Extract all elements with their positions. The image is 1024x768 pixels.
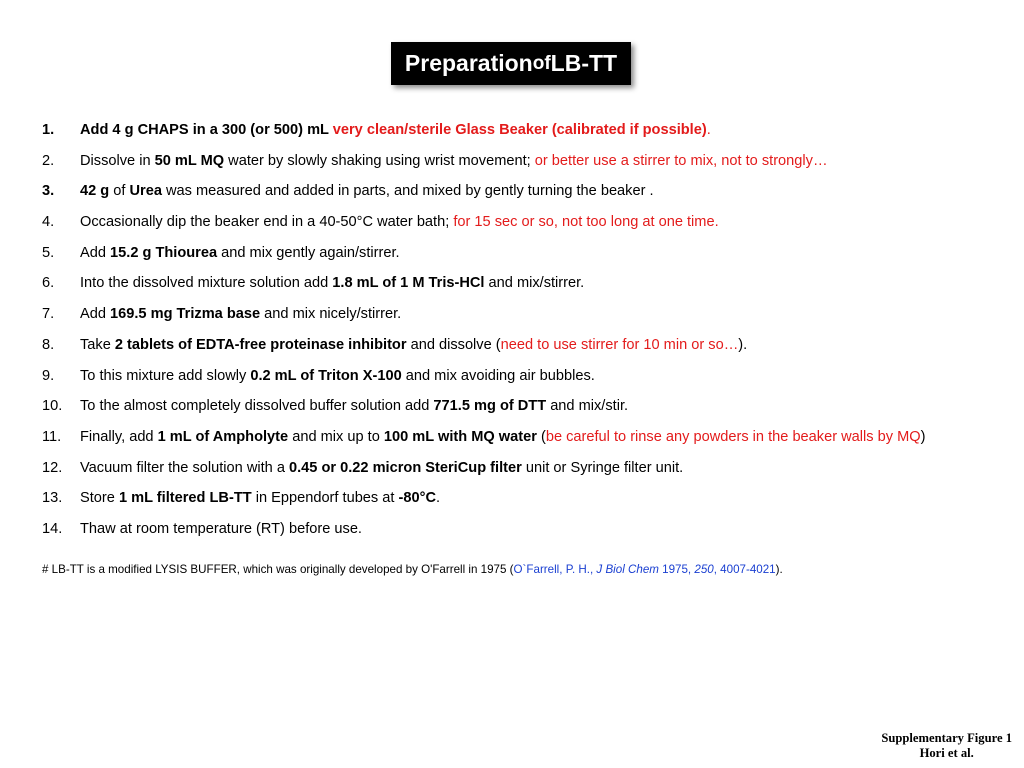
step-text xyxy=(80,241,400,265)
step-text-segment: Take xyxy=(80,336,115,353)
step-text-segment: and dissolve ( xyxy=(406,336,501,353)
step-item xyxy=(42,149,1012,180)
step-number: 4. xyxy=(42,214,55,231)
step-item xyxy=(42,241,1012,272)
citation-year: 1975, xyxy=(658,563,695,576)
footnote-suffix: ). xyxy=(775,563,783,576)
step-item xyxy=(42,179,1012,210)
step-text-segment: Add 4 g CHAPS in a 300 (or 500) mL xyxy=(80,122,333,138)
footnote-prefix: # LB-TT is a modified LYSIS BUFFER, which was originally developed by O'Farrell in 1975 ( xyxy=(42,563,514,576)
steps-list xyxy=(42,118,1012,548)
step-text-segment: 1 mL of Ampholyte xyxy=(157,428,289,445)
step-text-segment: Occasionally dip the beaker end in a 40-50°C water bath; xyxy=(80,214,454,231)
step-item xyxy=(42,118,1012,149)
page-title xyxy=(391,42,631,85)
step-text-segment: and mix gently again/stirrer. xyxy=(217,244,400,261)
step-text-segment: Dissolve in xyxy=(80,152,155,169)
step-item xyxy=(42,271,1012,302)
step-text-segment: unit or Syringe filter unit. xyxy=(521,459,684,476)
step-text-segment: Add xyxy=(80,244,111,261)
step-text xyxy=(80,179,654,203)
step-text-segment: be careful to rinse any powders in the beaker walls by MQ xyxy=(545,428,921,445)
step-number: 7. xyxy=(42,306,55,323)
step-number: 3. xyxy=(42,183,55,200)
step-text-segment: Add xyxy=(80,306,111,323)
step-text xyxy=(80,394,628,418)
step-item xyxy=(42,210,1012,241)
step-text-segment: in Eppendorf tubes at xyxy=(251,490,399,507)
step-text-segment: 2 tablets of EDTA-free proteinase inhibitor xyxy=(114,336,407,353)
step-number: 1. xyxy=(42,122,55,138)
step-text xyxy=(80,333,747,357)
step-text-segment: 1 mL filtered LB-TT xyxy=(118,490,252,507)
step-text-segment: To the almost completely dissolved buffer solution add xyxy=(80,398,434,415)
step-text xyxy=(80,425,925,449)
step-text-segment: ). xyxy=(738,336,748,353)
step-text-segment: and mix nicely/stirrer. xyxy=(260,306,402,323)
footnote xyxy=(42,563,783,576)
caption-line-1: Supplementary Figure 1 xyxy=(881,731,1012,745)
step-text xyxy=(80,149,828,173)
step-text-segment: of xyxy=(109,183,130,200)
step-item xyxy=(42,486,1012,517)
step-text xyxy=(80,486,440,510)
step-text-segment: 0.45 or 0.22 micron SteriCup filter xyxy=(289,459,522,476)
step-item xyxy=(42,333,1012,364)
step-item xyxy=(42,517,1012,548)
title-main: Preparation xyxy=(404,50,533,76)
step-text-segment: very clean/sterile Glass Beaker (calibrated if possible) xyxy=(332,122,707,138)
step-text-segment: Finally, add xyxy=(80,428,158,445)
step-text-segment: and mix avoiding air bubbles. xyxy=(401,367,595,384)
step-text-segment: . xyxy=(435,490,441,507)
step-text xyxy=(80,364,595,388)
step-text-segment: Urea xyxy=(129,183,162,200)
step-text-segment: Thaw at room temperature (RT) before use. xyxy=(80,520,362,537)
step-text-segment: To this mixture add slowly xyxy=(80,367,251,384)
figure-caption xyxy=(881,731,1012,761)
citation-volume: 250 xyxy=(694,563,714,576)
step-text-segment: 1.8 mL of 1 M Tris-HCl xyxy=(332,275,485,292)
citation-journal: J Biol Chem xyxy=(596,563,659,576)
step-text-segment: water by slowly shaking using wrist movement; xyxy=(224,152,535,169)
step-text-segment: was measured and added in parts, and mixed by gently turning the beaker . xyxy=(161,183,654,200)
caption-line-2: Hori et al. xyxy=(919,746,974,760)
step-text-segment: and mix up to xyxy=(288,428,384,445)
step-number: 11. xyxy=(42,428,62,445)
step-text-segment: and mix/stirrer. xyxy=(484,275,585,292)
step-text-segment: Vacuum filter the solution with a xyxy=(80,459,290,476)
citation-author: O`Farrell, P. H., xyxy=(513,563,597,576)
step-text-segment: need to use stirrer for 10 min or so… xyxy=(500,336,739,353)
step-text-segment: or better use a stirrer to mix, not to strongly… xyxy=(534,152,828,169)
step-text-segment: 100 mL with MQ water xyxy=(383,428,537,445)
step-text xyxy=(80,517,362,541)
step-number: 8. xyxy=(42,336,55,353)
step-number: 9. xyxy=(42,367,55,384)
step-item xyxy=(42,425,1012,456)
step-number: 2. xyxy=(42,152,55,169)
title-suffix: LB-TT xyxy=(550,50,618,76)
step-text-segment: 50 mL MQ xyxy=(154,152,225,169)
step-text-segment: for 15 sec or so, not too long at one time. xyxy=(453,214,719,231)
step-text xyxy=(80,271,584,295)
step-item xyxy=(42,456,1012,487)
step-text-segment: 15.2 g Thiourea xyxy=(110,244,218,261)
step-text-segment: 169.5 mg Trizma base xyxy=(110,306,261,323)
step-number: 6. xyxy=(42,275,55,292)
citation-pages: , 4007-4021 xyxy=(713,563,776,576)
step-text xyxy=(80,302,401,326)
step-text xyxy=(80,118,711,142)
step-item xyxy=(42,394,1012,425)
step-number: 12. xyxy=(42,459,63,476)
step-text-segment: 771.5 mg of DTT xyxy=(433,398,547,415)
step-text-segment: 0.2 mL of Triton X-100 xyxy=(250,367,402,384)
step-text xyxy=(80,210,719,234)
step-item xyxy=(42,364,1012,395)
title-of: of xyxy=(532,52,551,74)
step-text-segment: Into the dissolved mixture solution add xyxy=(80,275,333,292)
step-text-segment: -80°C xyxy=(398,490,436,507)
step-number: 10. xyxy=(42,398,63,415)
step-text-segment: . xyxy=(706,122,711,138)
step-text-segment: ( xyxy=(536,428,546,445)
step-number: 14. xyxy=(42,520,63,537)
step-text-segment: Store xyxy=(80,490,119,507)
step-text-segment: ) xyxy=(920,428,926,445)
step-text-segment: and mix/stir. xyxy=(546,398,629,415)
step-number: 5. xyxy=(42,244,55,261)
step-item xyxy=(42,302,1012,333)
step-text-segment: 42 g xyxy=(80,183,110,200)
step-text xyxy=(80,456,683,480)
step-number: 13. xyxy=(42,490,63,507)
